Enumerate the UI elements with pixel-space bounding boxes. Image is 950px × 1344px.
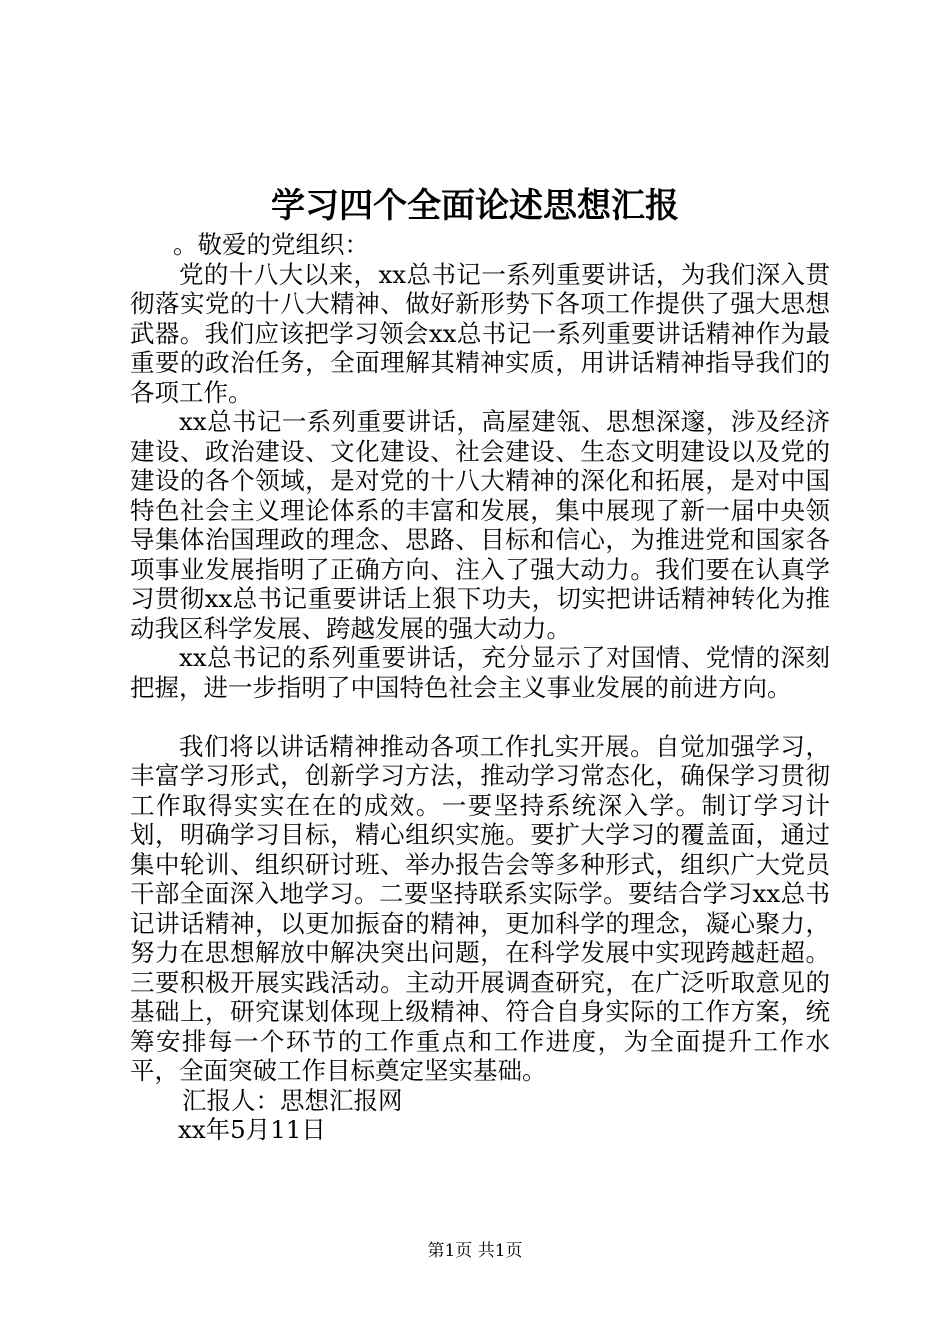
paragraph-2: xx总书记一系列重要讲话，高屋建瓴、思想深邃，涉及经济建设、政治建设、文化建设、社会建设、生态文明建设以及党的建设的各个领域，是对党的十八大精神的深化和拓展，是对中国特色社会主义理论体系的丰富和发展，集中展现了新一届中央领导集体治国理政的理念、思路、目标和信心，为推进党和国家各项事业发展指明了正确方向、注入了强大动力。我们要在认真学习贯彻xx总书记重要讲话上狠下功夫，切实把讲话精神转化为推动我区科学发展、跨越发展的强大动力。 xyxy=(130,407,830,643)
paragraph-4: 我们将以讲话精神推动各项工作扎实开展。自觉加强学习，丰富学习形式，创新学习方法，推动学习常态化，确保学习贯彻工作取得实实在在的成效。一要坚持系统深入学。制订学习计划，明确学习目标，精心组织实施。要扩大学习的覆盖面，通过集中轮训、组织研讨班、举办报告会等多种形式，组织广大党员干部全面深入地学习。二要坚持联系实际学。要结合学习xx总书记讲话精神，以更加振奋的精神，更加科学的理念，凝心聚力，努力在思想解放中解决突出问题，在科学发展中实现跨越赶超。三要积极开展实践活动。主动开展调查研究，在广泛听取意见的基础上，研究谋划体现上级精神、符合自身实际的工作方案，统筹安排每一个环节的工作重点和工作进度，为全面提升工作水平，全面突破工作目标奠定坚实基础。 xyxy=(130,731,830,1085)
page-footer: 第1页 共1页 xyxy=(427,1241,523,1261)
paragraph-3: xx总书记的系列重要讲话，充分显示了对国情、党情的深刻把握，进一步指明了中国特色社会主义事业发展的前进方向。 xyxy=(130,643,830,702)
signature: 汇报人：思想汇报网 xyxy=(182,1085,403,1115)
document-title: 学习四个全面论述思想汇报 xyxy=(271,186,679,226)
salutation: 。敬爱的党组织： xyxy=(173,230,369,259)
paragraph-1: 党的十八大以来，xx总书记一系列重要讲话，为我们深入贯彻落实党的十八大精神、做好新形势下各项工作提供了强大思想武器。我们应该把学习领会xx总书记一系列重要讲话精神作为最重要的政治任务，全面理解其精神实质，用讲话精神指导我们的各项工作。 xyxy=(130,259,830,407)
report-date: xx年5月11日 xyxy=(178,1115,326,1144)
blank-line xyxy=(130,702,830,732)
document-body xyxy=(130,230,830,1145)
